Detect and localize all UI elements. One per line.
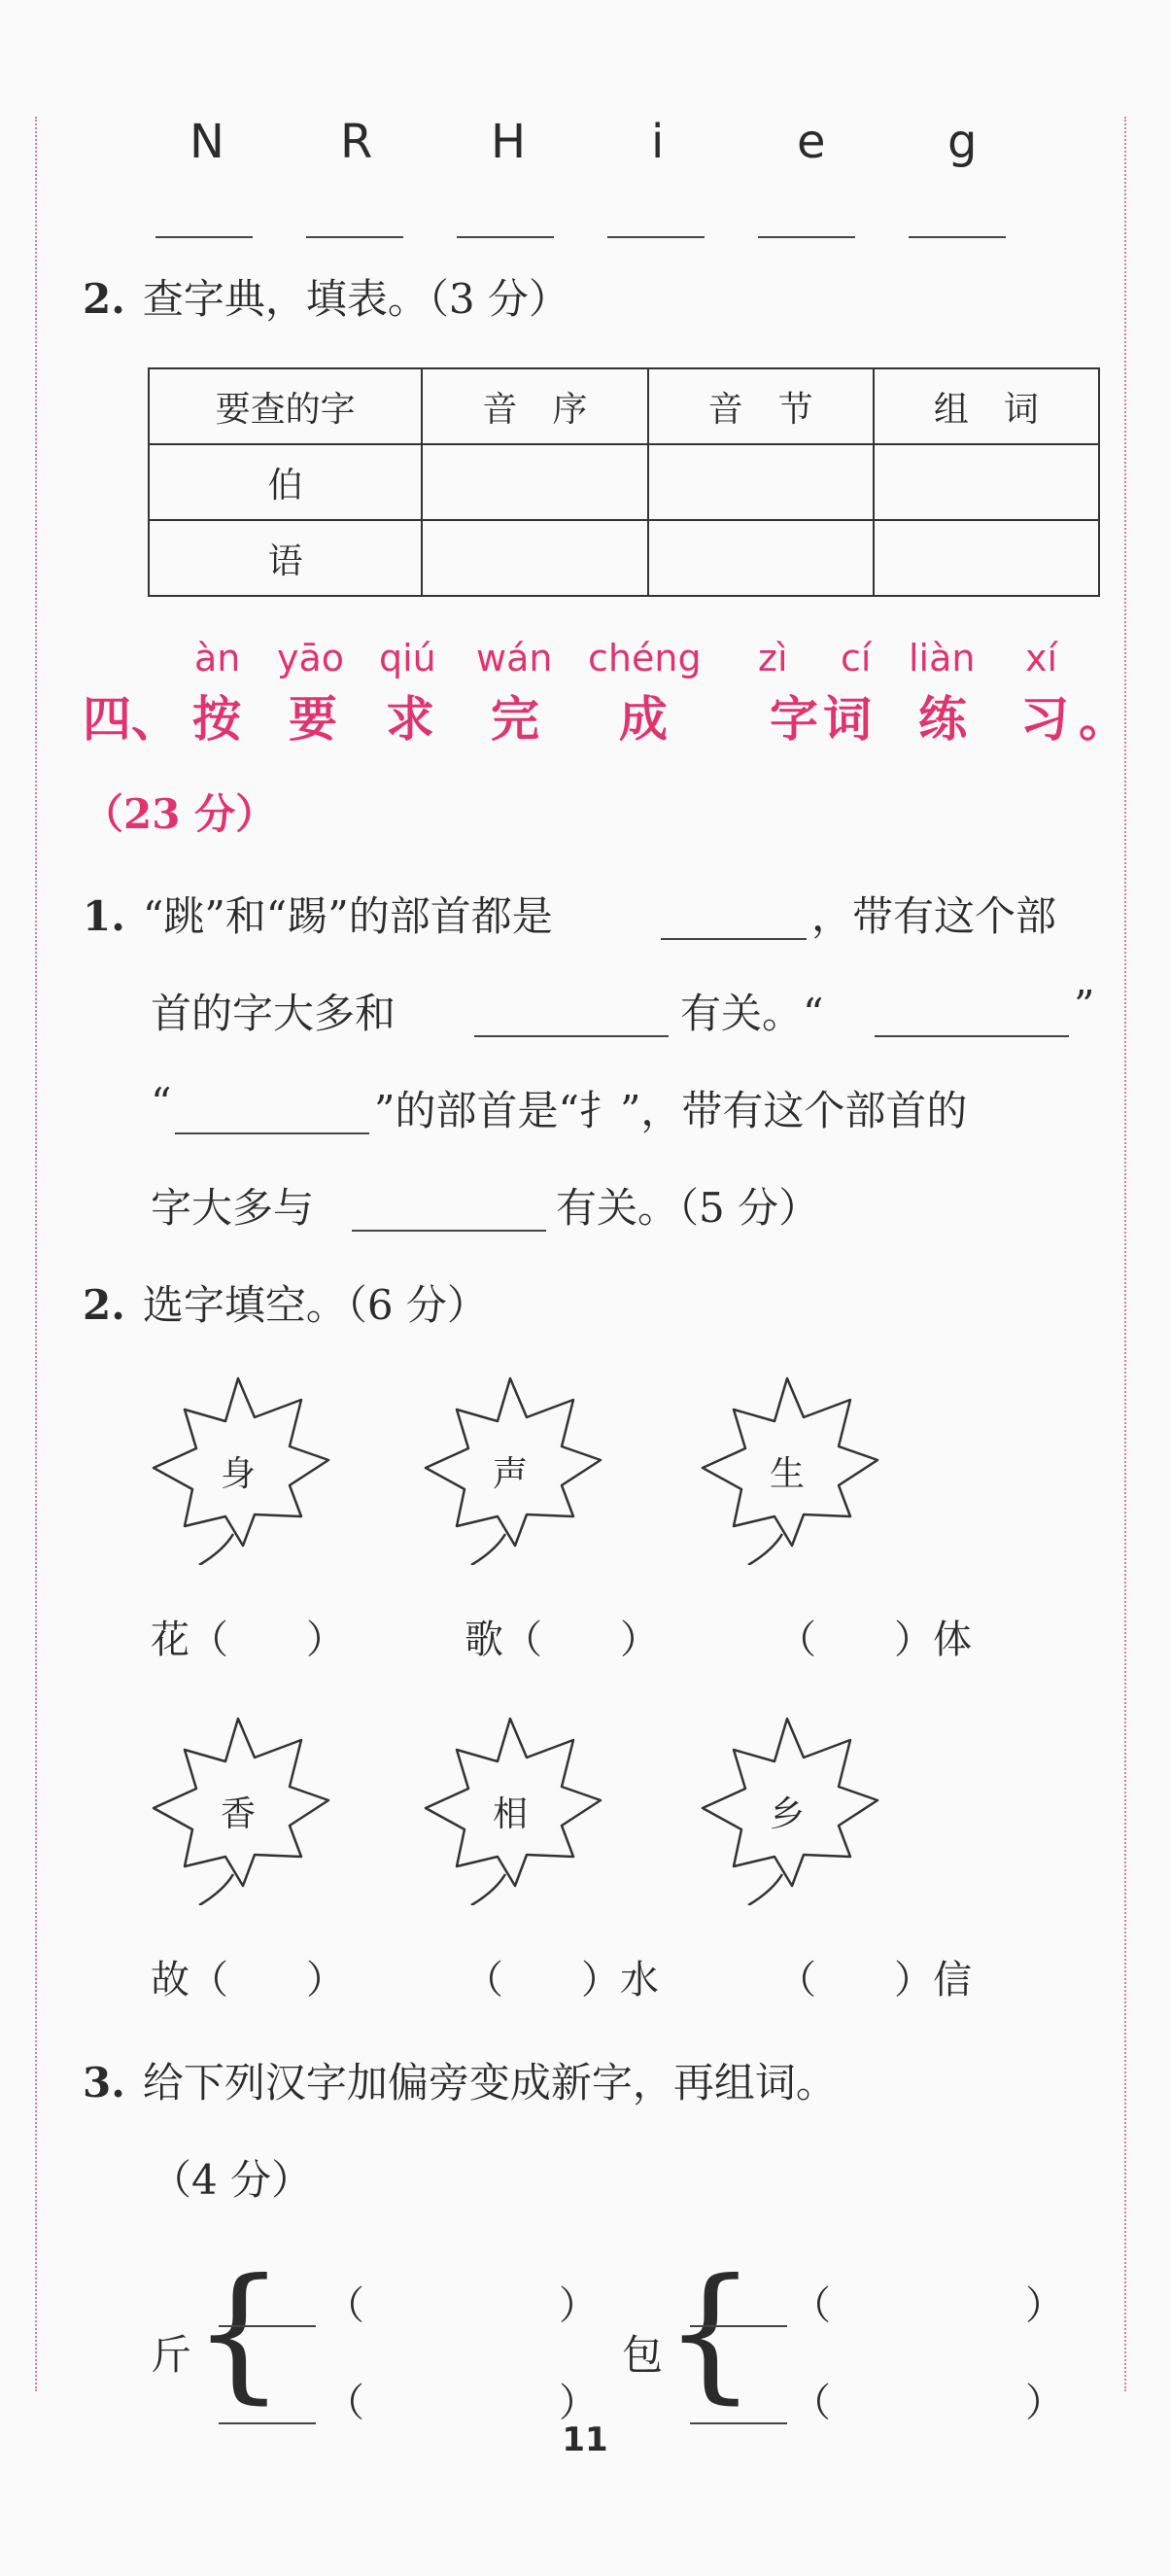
answer-blank[interactable] xyxy=(758,236,855,238)
question-text: 给下列汉字加偏旁变成新字，再组词。 xyxy=(142,2059,837,2106)
q1-text: 有关。“ xyxy=(680,990,824,1037)
leaf-card xyxy=(695,1711,879,1905)
word-blank[interactable]: （ ） xyxy=(326,2381,598,2425)
title-char: 词 xyxy=(823,691,872,748)
title-char: 习 xyxy=(1020,691,1069,748)
leaf-card xyxy=(146,1371,330,1565)
fill-blank[interactable]: （ ）体 xyxy=(777,1618,972,1662)
question-number: 1. xyxy=(83,892,125,940)
brace-icon: { xyxy=(192,2248,286,2418)
answer-blank[interactable] xyxy=(352,1230,546,1232)
title-char: 按 xyxy=(192,691,241,748)
question-dictionary xyxy=(83,267,569,326)
table-row xyxy=(149,444,1099,520)
answer-blank[interactable] xyxy=(175,1132,369,1134)
question-number: 2. xyxy=(83,1281,125,1329)
answer-blank[interactable] xyxy=(219,2325,316,2327)
leaf-char: 相 xyxy=(492,1794,528,1834)
question-text: 选字填空。（6 分） xyxy=(142,1281,488,1329)
leaf-card xyxy=(418,1711,602,1905)
section-number: 四、 xyxy=(83,691,180,748)
answer-blank[interactable] xyxy=(661,938,807,940)
q1-text: 字大多与 xyxy=(151,1184,315,1232)
letter: H xyxy=(491,115,527,169)
table-header: 音 节 xyxy=(648,368,874,444)
question-number: 3. xyxy=(83,2059,125,2106)
fill-blank[interactable]: 故（ ） xyxy=(151,1958,345,2002)
letter-row xyxy=(0,115,1170,192)
pinyin: àn xyxy=(194,637,241,679)
section-score: （23 分） xyxy=(83,790,277,838)
question-score: （4 分） xyxy=(151,2156,313,2204)
table-cell[interactable] xyxy=(422,444,647,520)
table-cell: 语 xyxy=(149,520,422,596)
answer-blank[interactable] xyxy=(875,1035,1069,1037)
table-header: 音 序 xyxy=(422,368,647,444)
fill-blank[interactable]: 歌（ ） xyxy=(465,1618,659,1662)
letter: g xyxy=(947,115,978,169)
title-char: 字 xyxy=(770,691,818,748)
table-cell[interactable] xyxy=(874,444,1099,520)
answer-blank[interactable] xyxy=(457,236,554,238)
fill-blank[interactable]: （ ）水 xyxy=(465,1958,659,2002)
dictionary-table xyxy=(148,367,1100,597)
table-row xyxy=(149,520,1099,596)
pinyin: zì xyxy=(758,637,788,679)
q1-text: ，带有这个部 xyxy=(811,892,1057,940)
leaf-card xyxy=(146,1711,330,1905)
leaf-char: 香 xyxy=(220,1794,256,1834)
letter: N xyxy=(189,115,224,169)
pinyin: liàn xyxy=(909,637,976,679)
q1-text: 首的字大多和 xyxy=(151,990,396,1037)
right-margin-line xyxy=(1124,117,1126,2391)
q1-text: “跳”和“踢”的部首都是 xyxy=(142,892,553,940)
title-char: 要 xyxy=(289,691,337,748)
pinyin: yāo xyxy=(277,637,345,679)
answer-blank[interactable] xyxy=(607,236,705,238)
table-cell[interactable] xyxy=(648,520,874,596)
table-cell[interactable] xyxy=(422,520,647,596)
answer-blank[interactable] xyxy=(474,1035,669,1037)
leaf-char: 生 xyxy=(769,1454,805,1494)
answer-blank[interactable] xyxy=(155,236,253,238)
q1-line1 xyxy=(83,885,553,943)
answer-blank[interactable] xyxy=(690,2325,787,2327)
table-cell[interactable] xyxy=(648,444,874,520)
left-margin-line xyxy=(35,117,37,2391)
question-number: 2. xyxy=(83,275,125,323)
pinyin: xí xyxy=(1025,637,1058,679)
table-header: 组 词 xyxy=(874,368,1099,444)
question-fill-words xyxy=(83,1273,488,1332)
fill-blank[interactable]: （ ）信 xyxy=(777,1958,972,2002)
title-char: 完 xyxy=(491,691,539,748)
pinyin: qiú xyxy=(379,637,436,679)
pinyin: cí xyxy=(841,637,872,679)
title-char: 求 xyxy=(386,691,434,748)
question-radicals xyxy=(83,2051,837,2109)
leaf-char: 乡 xyxy=(769,1794,805,1834)
q1-text: 有关。（5 分） xyxy=(556,1184,820,1232)
q1-text: “ xyxy=(151,1079,172,1127)
table-cell[interactable] xyxy=(874,520,1099,596)
word-blank[interactable]: （ ） xyxy=(792,2283,1064,2328)
letter: e xyxy=(797,115,826,169)
title-char: 练 xyxy=(918,691,967,748)
table-cell: 伯 xyxy=(149,444,422,520)
title-char: 。 xyxy=(1079,691,1127,748)
leaf-card xyxy=(418,1371,602,1565)
table-header-row xyxy=(149,368,1099,444)
fill-blank[interactable]: 花（ ） xyxy=(151,1618,345,1662)
leaf-char: 身 xyxy=(220,1454,256,1494)
leaf-char: 声 xyxy=(492,1454,528,1494)
base-char: 斤 xyxy=(151,2331,192,2379)
answer-blank[interactable] xyxy=(306,236,403,238)
leaf-card xyxy=(695,1371,879,1565)
q1-text: ” xyxy=(1074,982,1095,1029)
answer-blank[interactable] xyxy=(909,236,1006,238)
letter: i xyxy=(651,115,665,169)
question-text: 查字典，填表。（3 分） xyxy=(142,275,569,323)
q1-text: ”的部首是“扌”，带有这个部首的 xyxy=(374,1087,968,1134)
letter: R xyxy=(340,115,373,169)
base-char: 包 xyxy=(622,2331,664,2379)
page-number: 11 xyxy=(562,2420,608,2459)
table-header: 要查的字 xyxy=(149,368,422,444)
brace-icon: { xyxy=(664,2248,757,2418)
title-char: 成 xyxy=(619,691,668,748)
pinyin: chéng xyxy=(588,637,702,679)
pinyin: wán xyxy=(476,637,553,679)
word-blank[interactable]: （ ） xyxy=(326,2283,598,2328)
word-blank[interactable]: （ ） xyxy=(792,2381,1064,2425)
